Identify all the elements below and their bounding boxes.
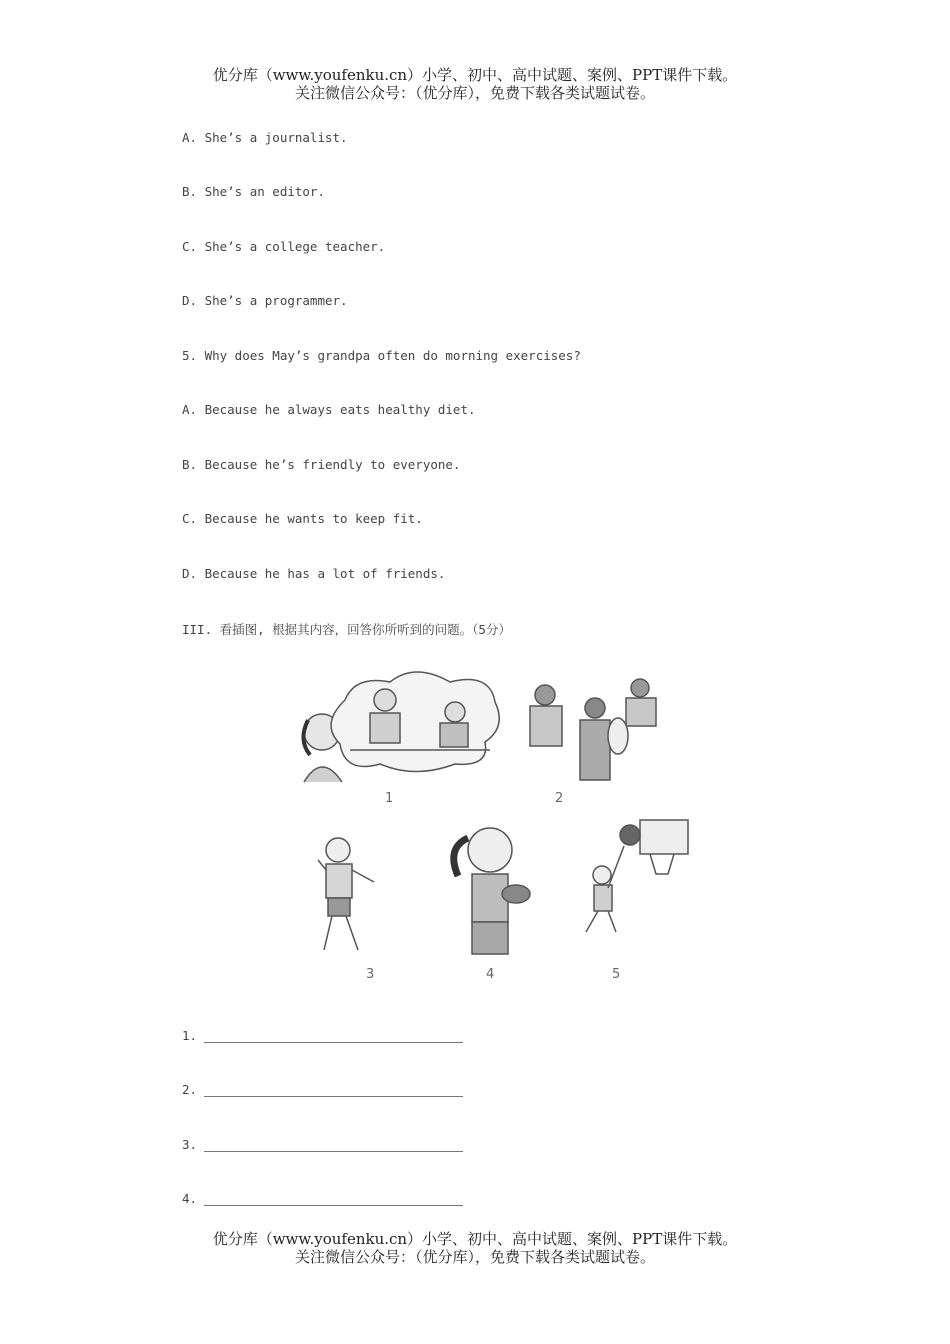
picture-5-boy-basketball bbox=[586, 820, 688, 932]
answer-row-3 bbox=[182, 1137, 197, 1152]
q5-option-d: D. Because he has a lot of friends. bbox=[182, 566, 446, 581]
page-footer bbox=[0, 1230, 950, 1266]
q5-option-a: A. Because he always eats healthy diet. bbox=[182, 402, 476, 417]
q5-option-c: C. Because he wants to keep fit. bbox=[182, 511, 423, 526]
picture-4-girl-violin bbox=[454, 828, 530, 954]
picture-2-musicians bbox=[530, 679, 656, 780]
answer-row-1 bbox=[182, 1028, 197, 1043]
illustrations-svg bbox=[290, 670, 710, 990]
illustration-panel bbox=[290, 670, 710, 990]
picture-1-label: 1 bbox=[385, 791, 394, 806]
q4-option-d: D. She’s a programmer. bbox=[182, 293, 348, 308]
answer-row-2 bbox=[182, 1082, 197, 1097]
footer-line-1: 优分库（www.youfenku.cn）小学、初中、高中试题、案例、PPT课件下载。 bbox=[212, 1230, 738, 1248]
picture-4-label: 4 bbox=[486, 967, 495, 982]
answer-number: 2. bbox=[182, 1082, 198, 1097]
header-line-1: 优分库（www.youfenku.cn）小学、初中、高中试题、案例、PPT课件下载。 bbox=[212, 66, 738, 84]
header-line-2: 关注微信公众号：（优分库），免费下载各类试题试卷。 bbox=[294, 84, 655, 102]
answer-blank-1[interactable] bbox=[204, 1042, 463, 1043]
picture-3-label: 3 bbox=[366, 967, 375, 982]
answer-number: 1. bbox=[182, 1028, 198, 1043]
answer-blank-3[interactable] bbox=[204, 1151, 463, 1152]
picture-3-boy-singing bbox=[318, 838, 374, 950]
answer-row-4 bbox=[182, 1191, 197, 1206]
q4-option-a: A. She’s a journalist. bbox=[182, 130, 348, 145]
picture-5-label: 5 bbox=[612, 967, 621, 982]
answer-blank-4[interactable] bbox=[204, 1205, 463, 1206]
question-5-prompt: 5. Why does May’s grandpa often do morning exercises? bbox=[182, 348, 581, 363]
picture-2-label: 2 bbox=[555, 791, 564, 806]
footer-line-2: 关注微信公众号：（优分库），免费下载各类试题试卷。 bbox=[294, 1248, 655, 1266]
q5-option-b: B. Because he’s friendly to everyone. bbox=[182, 457, 461, 472]
answer-number: 4. bbox=[182, 1191, 198, 1206]
section-3-title: III. 看插图, 根据其内容，回答你所听到的问题。（5分） bbox=[182, 622, 511, 637]
q4-option-c: C. She’s a college teacher. bbox=[182, 239, 386, 254]
page-header bbox=[0, 66, 950, 102]
answer-number: 3. bbox=[182, 1137, 198, 1152]
answer-blank-2[interactable] bbox=[204, 1096, 463, 1097]
picture-1-girl-dreaming bbox=[303, 672, 499, 782]
q4-option-b: B. She’s an editor. bbox=[182, 184, 325, 199]
